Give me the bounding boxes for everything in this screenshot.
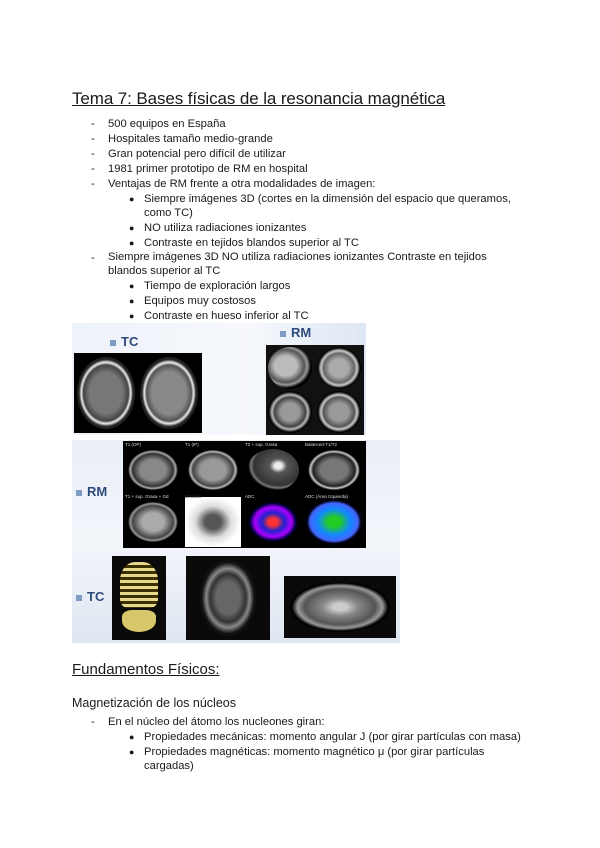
dash-marker: -	[91, 252, 95, 264]
scan-caption: ADC	[245, 494, 255, 499]
sublist-item: Propiedades magnéticas: momento magnético μ (por girar partículas	[144, 746, 485, 758]
sublist-item: Siempre imágenes 3D (cortes en la dimensión del espacio que queramos,	[144, 193, 511, 205]
bullet-marker: ●	[129, 311, 135, 321]
dash-marker: -	[91, 178, 95, 190]
sublist-item-cont: cargadas)	[144, 760, 194, 772]
figure-label-tc: TC	[110, 334, 138, 349]
ct-axial-slice	[284, 576, 396, 638]
sublist-item: NO utiliza radiaciones ionizantes	[144, 222, 307, 234]
ct-skeleton-render	[112, 556, 166, 640]
sublist-item-cont: como TC)	[144, 207, 193, 219]
bullet-marker: ●	[129, 732, 135, 742]
ct-brain-scans	[74, 353, 202, 433]
pelvis-shape	[122, 610, 156, 632]
list-item: En el núcleo del átomo los nucleones giran:	[108, 716, 325, 728]
sublist-item: Tiempo de exploración largos	[144, 280, 291, 292]
figure-tc-rm-brain	[72, 323, 366, 435]
dash-marker: -	[91, 148, 95, 160]
figure-label-tc: TC	[76, 589, 104, 604]
figure-abdomen-rm-tc	[72, 440, 400, 643]
ct-coronal-slice	[186, 556, 270, 640]
dash-marker: -	[91, 716, 95, 728]
mri-abdomen-slice	[127, 501, 179, 543]
scan-caption: Balanced-T1/T2	[305, 442, 338, 447]
bullet-marker: ●	[129, 747, 135, 757]
scan-caption: T1 (IP)	[185, 442, 199, 447]
list-item: Siempre imágenes 3D NO utiliza radiaciones ionizantes Contraste en tejidos	[108, 251, 487, 263]
list-item: Hospitales tamaño medio-grande	[108, 133, 273, 145]
list-item: 500 equipos en España	[108, 118, 226, 130]
square-bullet-icon	[76, 595, 82, 601]
bullet-marker: ●	[129, 238, 135, 248]
mri-sagittal-slice	[268, 347, 312, 389]
square-bullet-icon	[76, 490, 82, 496]
sublist-item: Contraste en hueso inferior al TC	[144, 310, 309, 322]
scan-caption: T1 (OP)	[125, 442, 142, 447]
mri-abdomen-grid	[123, 441, 366, 548]
square-bullet-icon	[280, 331, 286, 337]
mri-axial-slice	[268, 391, 312, 433]
ribcage-shape	[120, 562, 158, 608]
scan-caption: T2 + sup. Grasa	[245, 442, 278, 447]
sublist-item: Contraste en tejidos blandos superior al TC	[144, 237, 359, 249]
list-item: Gran potencial pero difícil de utilizar	[108, 148, 286, 160]
dash-marker: -	[91, 118, 95, 130]
ct-body-section	[290, 582, 390, 632]
mri-abdomen-slice	[247, 449, 299, 491]
dash-marker: -	[91, 163, 95, 175]
adc-color-map	[247, 501, 299, 543]
dash-marker: -	[91, 133, 95, 145]
mri-abdomen-slice	[127, 449, 179, 491]
list-item-cont: blandos superior al TC	[108, 265, 221, 277]
scan-caption: Difusión	[185, 494, 202, 499]
section-subheading: Magnetización de los núcleos	[72, 696, 236, 710]
list-item: 1981 primer prototipo de RM en hospital	[108, 163, 308, 175]
scan-caption: ADC (Área Izquierda)	[305, 494, 349, 499]
ct-brain-slice	[140, 357, 198, 429]
page-title: Tema 7: Bases físicas de la resonancia magnética	[72, 89, 446, 108]
mri-brain-scans	[266, 345, 364, 435]
bullet-marker: ●	[129, 296, 135, 306]
adc-color-map	[305, 499, 363, 545]
ct-brain-slice	[77, 357, 135, 429]
scan-caption: T1 + sup. Grasa + Gd	[125, 494, 169, 499]
sublist-item: Equipos muy costosos	[144, 295, 256, 307]
mri-axial-slice	[317, 391, 361, 433]
square-bullet-icon	[110, 340, 116, 346]
list-item: Ventajas de RM frente a otra modalidades de imagen:	[108, 178, 376, 190]
figure-label-rm: RM	[76, 484, 107, 499]
figure-label-rm: RM	[280, 325, 311, 340]
section-heading: Fundamentos Físicos:	[72, 661, 220, 678]
mri-abdomen-slice	[187, 449, 239, 491]
mri-coronal-slice	[317, 347, 361, 389]
mri-abdomen-slice	[307, 449, 361, 491]
diffusion-image	[185, 497, 241, 547]
bullet-marker: ●	[129, 223, 135, 233]
sublist-item: Propiedades mecánicas: momento angular J (por girar partículas con masa)	[144, 731, 521, 743]
bullet-marker: ●	[129, 281, 135, 291]
ct-body-section	[200, 560, 256, 636]
bullet-marker: ●	[129, 194, 135, 204]
